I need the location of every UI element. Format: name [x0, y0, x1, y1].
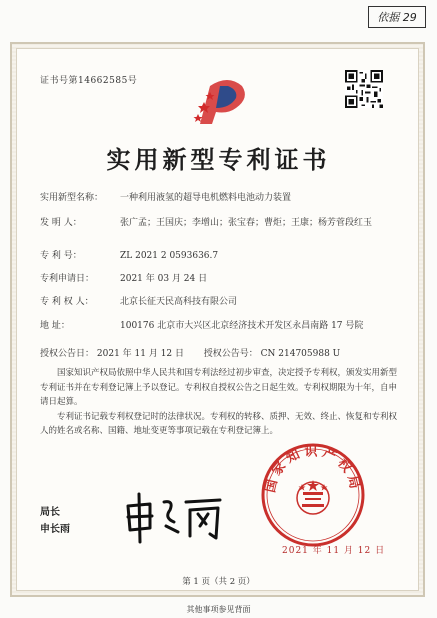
- field-value: 北京长征天民高科技有限公司: [120, 297, 238, 307]
- field-application-date: [40, 273, 208, 286]
- field-value: 100176 北京市大兴区北京经济技术开发区永昌南路 17 号院: [120, 321, 364, 331]
- field-label: 发 明 人：: [40, 218, 82, 228]
- notice-paragraph: 专利证书记载专利权登记时的法律状况。专利权的转移、质押、无效、终止、恢复和专利权人的姓名或名称、国籍、地址变更等事项记载在专利登记簿上。: [40, 411, 398, 436]
- field-value: ZL 2021 2 0593636.7: [120, 251, 219, 261]
- field-value: 2021 年 03 月 24 日: [120, 274, 208, 284]
- grant-date-label: 授权公告日：: [40, 349, 95, 359]
- svg-text:国家知识产权局: 国家知识产权局: [263, 444, 363, 495]
- director-title: 局长: [40, 507, 60, 518]
- handwritten-annotation: 依据 29: [377, 11, 417, 24]
- seal-date: 2021 年 11 月 12 日: [282, 546, 386, 556]
- certificate-title: 实用新型专利证书: [106, 145, 331, 174]
- certificate-notice: [40, 366, 400, 439]
- field-label: 专 利 号：: [40, 251, 82, 261]
- director-name: 申长雨: [40, 524, 70, 535]
- grant-date: 2021 年 11 月 12 日: [96, 349, 185, 359]
- field-label: 地 址：: [40, 321, 70, 331]
- field-value: 张广孟；王国庆；李增山；张宝春；曹炬；王康；杨芳菅段红玉: [120, 218, 373, 228]
- field-label: 专 利 权 人：: [40, 297, 94, 307]
- qr-code: [345, 70, 383, 108]
- certificate-number: 证书号第14662585号: [40, 76, 138, 86]
- field-inventors: [40, 217, 373, 230]
- field-label: 实用新型名称：: [40, 193, 104, 203]
- field-value: 一种利用液氢的超导电机燃料电池动力装置: [120, 193, 292, 203]
- page-number: 第 1 页（共 2 页）: [182, 577, 255, 587]
- field-address: [40, 320, 364, 333]
- field-label: 专利申请日：: [40, 274, 95, 284]
- director-signature: [120, 488, 230, 548]
- patent-office-logo-icon: [190, 68, 256, 134]
- official-seal: [258, 440, 368, 550]
- grant-number-label: 授权公告号：: [203, 349, 258, 359]
- grant-info-row: [40, 348, 400, 361]
- field-utility-model-name: [40, 192, 292, 205]
- notice-paragraph: 国家知识产权局依照中华人民共和国专利法经过初步审查，决定授予专利权，颁发实用新型专利证书并在专利登记簿上予以登记。专利权自授权公告之日起生效。专利权期限为十年，自申请日起算。: [40, 368, 398, 407]
- grant-number: CN 214705988 U: [260, 349, 341, 359]
- footer-note: 其他事项参见背面: [186, 605, 251, 614]
- field-patentee: [40, 296, 238, 309]
- handwritten-annotation-box: [368, 6, 426, 28]
- field-patent-number: [40, 250, 219, 263]
